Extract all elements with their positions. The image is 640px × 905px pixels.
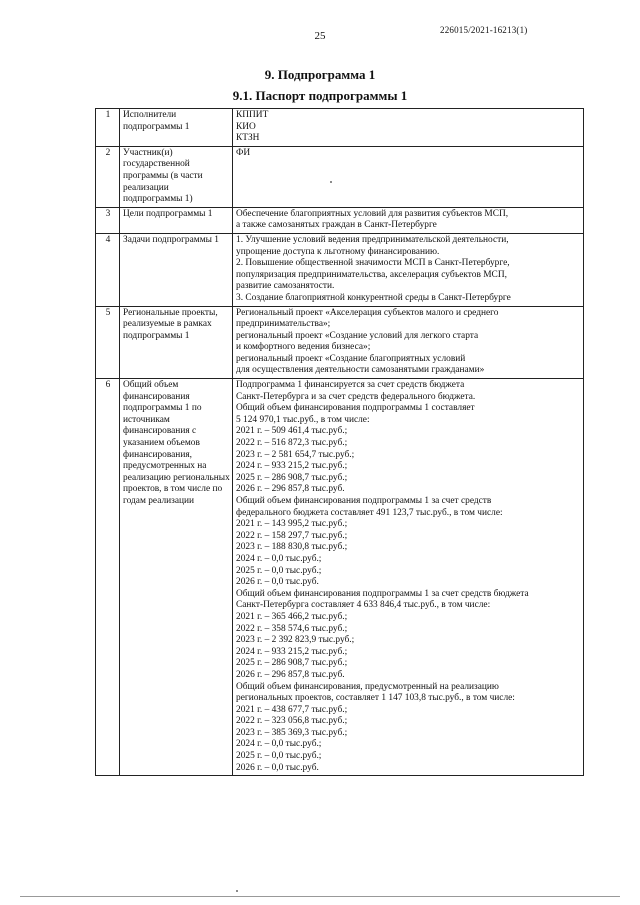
row-label: Цели подпрограммы 1	[120, 207, 233, 233]
table-row	[96, 146, 584, 207]
value-line: 2021 г. – 143 995,2 тыс.руб.;	[236, 519, 348, 530]
row-number: 3	[96, 207, 120, 233]
value-line: региональных проектов, составляет 1 147 103,8 тыс.руб., в том числе:	[236, 693, 515, 704]
value-line: Подпрограмма 1 финансируется за счет средств бюджета	[236, 380, 465, 391]
subprogram-passport-table	[95, 108, 584, 776]
document-id: 226015/2021-16213(1)	[440, 25, 528, 35]
value-line: 2022 г. – 358 574,6 тыс.руб.;	[236, 623, 348, 634]
row-value	[233, 207, 584, 233]
value-line: Общий объем финансирования подпрограммы 1 за счет средств бюджета	[236, 588, 529, 599]
row-number: 2	[96, 146, 120, 207]
value-line: 1. Улучшение условий ведения предпринимательской деятельности,	[236, 234, 509, 245]
value-line: федерального бюджета составляет 491 123,7 тыс.руб., в том числе:	[236, 507, 503, 518]
value-line: для осуществления деятельности самозанятыми гражданами»	[236, 365, 485, 376]
value-line: 2026 г. – 0,0 тыс.руб.	[236, 577, 319, 588]
value-line: 2025 г. – 286 908,7 тыс.руб.;	[236, 658, 348, 669]
value-line: а также самозанятых граждан в Санкт-Петербурге	[236, 220, 437, 231]
value-line: 2. Повышение общественной значимости МСП в Санкт-Петербурге,	[236, 258, 510, 269]
value-line: 2021 г. – 365 466,2 тыс.руб.;	[236, 611, 348, 622]
row-number: 5	[96, 306, 120, 379]
row-number: 1	[96, 109, 120, 147]
value-line: региональный проект «Создание благоприятных условий	[236, 353, 466, 364]
row-label: Региональные проекты, реализуемые в рамках подпрограммы 1	[120, 306, 233, 379]
value-line: упрощение доступа к льготному финансированию.	[236, 246, 440, 257]
value-line: развитие самозанятости.	[236, 281, 335, 292]
value-line: 2024 г. – 933 215,2 тыс.руб.;	[236, 646, 348, 657]
table-row	[96, 233, 584, 306]
value-line: региональный проект «Создание условий для легкого старта	[236, 330, 479, 341]
table-row	[96, 207, 584, 233]
row-label: Задачи подпрограммы 1	[120, 233, 233, 306]
table-row	[96, 306, 584, 379]
row-label: Общий объем финансирования подпрограммы 1 по источникам финансирования с указанием объемов финансирования, предусмотренных на реализацию региональных проектов, в том числе по годам реализации	[120, 379, 233, 776]
value-line: Общий объем финансирования подпрограммы 1 за счет средств	[236, 496, 492, 506]
value-line: 2023 г. – 188 830,8 тыс.руб.;	[236, 542, 348, 553]
row-label: Участник(и) государственной программы (в части реализации подпрограммы 1)	[120, 146, 233, 207]
value-line: Общий объем финансирования подпрограммы 1 составляет	[236, 403, 475, 414]
value-line: Общий объем финансирования, предусмотренный на реализацию	[236, 681, 499, 692]
value-line: 5 124 970,1 тыс.руб., в том числе:	[236, 414, 370, 425]
value-line: 2025 г. – 0,0 тыс.руб.;	[236, 565, 322, 576]
row-label: Исполнители подпрограммы 1	[120, 109, 233, 147]
section-title: 9. Подпрограмма 1	[264, 67, 376, 82]
value-line: 2025 г. – 0,0 тыс.руб.;	[236, 751, 322, 762]
value-line: КППИТ	[236, 110, 269, 120]
value-line: 2025 г. – 286 908,7 тыс.руб.;	[236, 472, 348, 483]
row-value	[233, 233, 584, 306]
value-line: 2024 г. – 0,0 тыс.руб.;	[236, 739, 322, 750]
scan-speck	[236, 890, 238, 892]
value-line: 2024 г. – 0,0 тыс.руб.;	[236, 553, 322, 564]
value-line: предпринимательства»;	[236, 319, 331, 330]
table-row	[96, 379, 584, 776]
value-line: Обеспечение благоприятных условий для развития субъектов МСП,	[236, 208, 509, 219]
scan-bottom-edge	[20, 896, 620, 897]
value-line: Санкт-Петербурга и за счет средств федерального бюджета.	[236, 391, 476, 402]
value-line: 2023 г. – 385 369,3 тыс.руб.;	[236, 727, 348, 738]
value-line: 2026 г. – 0,0 тыс.руб.	[236, 762, 319, 773]
value-line: КИО	[236, 121, 256, 132]
row-value	[233, 109, 584, 147]
value-line: 2022 г. – 158 297,7 тыс.руб.;	[236, 530, 348, 541]
passport-table-body	[96, 109, 584, 776]
value-line: 2022 г. – 516 872,3 тыс.руб.;	[236, 438, 348, 449]
value-line: ФИ	[236, 147, 251, 158]
value-line: 2021 г. – 438 677,7 тыс.руб.;	[236, 704, 348, 715]
row-value	[233, 379, 584, 776]
value-line: 2022 г. – 323 056,8 тыс.руб.;	[236, 716, 348, 727]
row-value	[233, 146, 584, 207]
row-number: 6	[96, 379, 120, 776]
value-line: 2021 г. – 509 461,4 тыс.руб.;	[236, 426, 348, 437]
value-line: Региональный проект «Акселерация субъектов малого и среднего	[236, 307, 499, 318]
value-line: 2024 г. – 933 215,2 тыс.руб.;	[236, 461, 348, 472]
value-line: 2026 г. – 296 857,8 тыс.руб.	[236, 669, 345, 680]
value-line: Санкт-Петербурга составляет 4 633 846,4 тыс.руб., в том числе:	[236, 600, 491, 611]
value-line: и комфортного ведения бизнеса»;	[236, 342, 371, 353]
row-number: 4	[96, 233, 120, 306]
value-line: 2026 г. – 296 857,8 тыс.руб.	[236, 484, 345, 495]
value-line: КТЗН	[236, 133, 260, 144]
value-line: 3. Создание благоприятной конкурентной среды в Санкт-Петербурге	[236, 292, 511, 303]
subsection-title: 9.1. Паспорт подпрограммы 1	[232, 88, 408, 103]
value-line: 2023 г. – 2 392 823,9 тыс.руб.;	[236, 635, 355, 646]
row-value	[233, 306, 584, 379]
page-number: 25	[314, 30, 326, 42]
value-line: популяризация предпринимательства, акселерация субъектов МСП,	[236, 269, 507, 280]
scan-speck	[330, 181, 332, 183]
value-line: 2023 г. – 2 581 654,7 тыс.руб.;	[236, 449, 355, 460]
table-row	[96, 109, 584, 147]
